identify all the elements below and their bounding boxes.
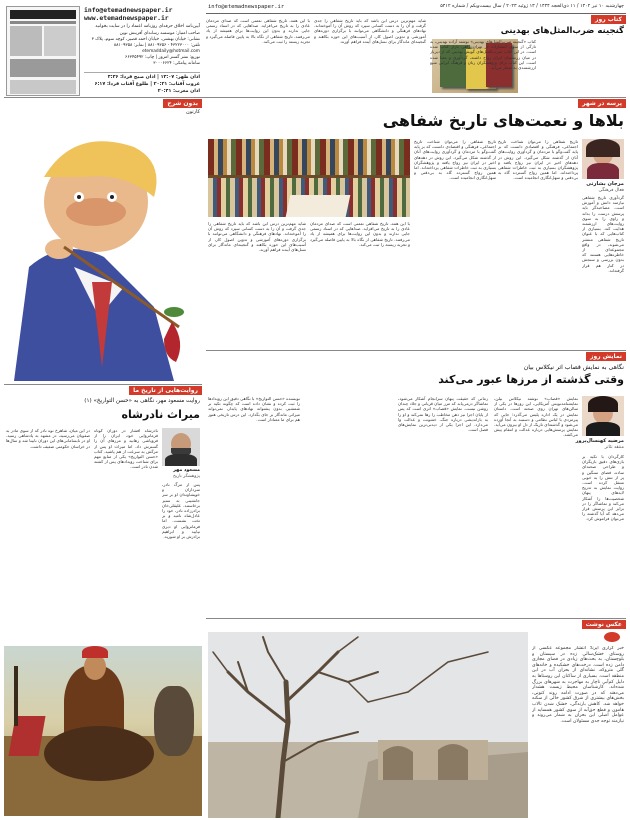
- top-date-bar: [206, 4, 626, 12]
- main-article-col-d: شاید مهم‌ترین درس این باشد که باید تاریخ شفاهی را جدی گرفت و آن را به دست کسانی سپرد که روش آن را آموخته‌اند. نهادهای فرهنگی و دانشگاهی می‌توانند با برگزاری دوره‌های آموزشی و تدوین اصول کار، از آسیب‌های این حوزه بکاهند و گنجینه‌ای ماندگار برای نسل‌های آینده فراهم آورند.: [208, 221, 306, 253]
- cartoon-label: کارتون: [186, 109, 200, 115]
- bookshelf-photo: [208, 139, 410, 217]
- drought-photo: [208, 632, 528, 818]
- credit-line: توزیع: نشر گستر امروز | چاپ: ۶۶۳۴۵۴۹۲: [125, 55, 200, 60]
- photo-section: [206, 620, 626, 818]
- theater-col-d: نویسنده «حسن التواریخ» با نگاهی دقیق این رویدادها را ثبت کرده و نشان داده است که چگونه تکیه بر شمشیر، بدون پشتوانه نهادهای پایدار، نمی‌تواند میراثی ماندگار بر جای بگذارد. این درس تاریخی هنوز هم برای ما معنادار است.: [208, 396, 300, 422]
- main-article-col-c: با این همه، تاریخ شفاهی نعمتی است که صدای مردمان عادی را به تاریخ می‌افزاید. صداهایی که در اسناد رسمی جایی ندارند و بدون این روایت‌ها برای همیشه از یاد می‌رفتند. تاریخ شفاهی از نگاه بالا به پایین فاصله می‌گیرد و تجربه زیسته را ثبت می‌کند.: [310, 221, 410, 247]
- history-title: میراث نادرشاه: [121, 408, 200, 421]
- masthead-tagline: آیین‌نامه اخلاق حرفه‌ای روزنامه اعتماد را در سایت بخوانید: [95, 24, 200, 29]
- credit-line: تلفن: ۴۳۲۲۳۰۰۰ - ۸۸۱۰۹۳۵۶ | نمابر: ۸۸۱۰۹۳۵۸: [113, 43, 200, 48]
- main-article-col-e: تاریخ شفاهی را می‌توان شناخت تاریخ اجتماعی، فرهنگی و اقتصادی دانست که بر پایه گفت‌وگو با مردمان و گردآوری روایت‌های آنان از گذشته شکل می‌گیرد. این روش در دهه‌های اخیر در ایران نیز رواج یافته و پژوهشگران بسیاری به ثبت خاطرات شفاهی پرداخته‌اند. اما همین رواج گسترده گاه به بی‌دقتی و سهل‌انگاری انجامیده است.: [414, 139, 496, 181]
- cartoon-illustration: [4, 117, 202, 381]
- main-article-title: بلاها و نعمت‌های تاریخ شفاهی: [382, 111, 624, 130]
- book-section: [430, 15, 626, 95]
- masthead-credits: [84, 31, 200, 67]
- cartoon-block: [4, 99, 202, 383]
- theater-kicker: نگاهی به نمایش قصاب اثر نیکلاس بیان: [523, 364, 624, 371]
- theater-article: [206, 352, 626, 617]
- masthead-box: [4, 4, 202, 96]
- prayer-line: اذان مغرب: ۲۰:۴۱: [157, 89, 200, 94]
- history-article: [4, 386, 202, 646]
- theater-col-c: زمانی که حقیقت پنهان سرانجام آشکار می‌شود، تماشاگر درمی‌یابد که مرز میان قربانی و جلاد چندان روشن نیست. نمایش «قصاب» اثری است که پس از پایان اجرا نیز ذهن مخاطب را رها نمی‌کند و او را به بازاندیشی درباره جنگ، خشونت و عدالت وا می‌دارد. این اجرا یکی از دیدنی‌ترین نمایش‌های فصل است.: [398, 396, 488, 433]
- prayer-times: [84, 72, 200, 95]
- history-author-role: پژوهشگر تاریخ: [173, 474, 200, 479]
- theater-tag: نمایش روز: [586, 352, 626, 361]
- masthead-email[interactable]: info@etemadnewspaper.ir: [84, 6, 173, 14]
- theater-col-a: نمایش «قصاب» نوشته نیکلاس بیلن، نمایشنامه‌نویس آمریکایی، این روزها در یکی از سالن‌های تهران روی صحنه است. داستان نمایش در یک اداره پلیس می‌گذرد؛ جایی که پیرمردی با لباس نظامی و دستبند به آنجا آورده می‌شود و گذشته‌ای تاریک از دل او بیرون می‌آید. نمایش پرسش‌هایی درباره عدالت و انتقام پیش می‌کشد.: [494, 396, 578, 438]
- book-title: گنجینه ضرب‌المثل‌های بهدینی: [500, 26, 624, 36]
- credit-line: صاحب امتیاز: موسسه رسانه‌ای آفرینش نوین: [119, 31, 200, 36]
- theater-title: وقتی گذشته از مرزها عبور می‌کند: [438, 373, 624, 386]
- main-article-tag: پرسه در شهر: [578, 99, 626, 108]
- credit-line[interactable]: etemaddaily@hotmail.com: [142, 49, 200, 54]
- nader-painting: [4, 646, 202, 816]
- theater-author: مرضیه کهنسال‌پرور: [575, 438, 624, 444]
- main-article: [206, 99, 626, 349]
- book-body: کتاب «گنجینه ضرب‌المثل‌های بهدینی» نوشته آزاده بهدینی، به تازگی از سوی انتشارات در تهران راهی بازار کتاب شده است. در این کتاب ضرب‌المثل‌های گویش بهدینی که از دیرباز در میان زرتشتیان ایران رواج داشته، گردآوری و معنا شده است. این کتاب برای پژوهشگران زبان و فرهنگ ایرانی منبع ارزشمندی به شمار می‌آید.: [430, 39, 536, 71]
- main-article-author: مرجان بشارتی: [586, 181, 624, 187]
- main-article-col-a: تاریخ شفاهی را می‌توان شناخت تاریخ اجتماعی، فرهنگی و اقتصادی دانست که بر پایه گفت‌وگو با مردمان و گردآوری روایت‌های آنان از گذشته شکل می‌گیرد. این روش در دهه‌های اخیر در ایران نیز رواج یافته و پژوهشگران بسیاری به ثبت خاطرات شفاهی پرداخته‌اند. اما همین رواج گسترده گاه به بی‌دقتی و سهل‌انگاری انجامیده است.: [498, 139, 578, 181]
- author-photo: [582, 139, 624, 179]
- theater-col-b: کارگردان با تکیه بر بازی‌های دقیق بازیگران و طراحی صحنه‌ای ساده، فضای سنگین و پر از تنش را به خوبی منتقل کرده است. روایت نمایش به تدریج لایه‌های پنهان شخصیت‌ها را آشکار می‌کند و تماشاگر را در برابر این پرسش قرار می‌دهد که آیا گذشته را می‌توان فراموش کرد.: [582, 454, 624, 522]
- history-kicker: روایت مسعود مهر، نگاهی به «حسن التواریخ» (۱): [84, 398, 200, 404]
- book-body-continued-2: شاید مهم‌ترین درس این باشد که باید تاریخ شفاهی را جدی گرفت و آن را به دست کسانی سپرد که روش آن را آموخته‌اند. نهادهای فرهنگی و دانشگاهی می‌توانند با برگزاری دوره‌های آموزشی و تدوین اصول کار، از آسیب‌های این حوزه بکاهند و گنجینه‌ای ماندگار برای نسل‌های آینده فراهم آورند.: [314, 18, 426, 44]
- history-tag: روایت‌هایی از تاریخ ما: [129, 386, 202, 395]
- photo-tag: عکس نوشت: [582, 620, 626, 629]
- history-col-a: نادرشاه افشار در دوران کوتاه فرمانروایی خود، ایران را از فروپاشی رهانید و مرزهای آن را گسترش داد. اما میراث او پس از مرگش به سرعت از هم پاشید. کتاب «حسن التواریخ» یکی از منابع مهم برای شناخت رویدادهای پس از کشته شدن نادر است.: [94, 428, 158, 470]
- book-tag: کتاب روز: [591, 15, 626, 24]
- top-date-line: چهارشنبه ۱۰ تیر ۱۴۰۲ / ۱۱ ذی‌الحجه ۱۴۴۴ / ۱۳ ژوئیه ۲۰۲۳ / سال بیست‌و‌یکم / شماره ۵۴۱۲: [440, 4, 624, 9]
- theater-author-photo: [582, 396, 624, 436]
- main-article-col-b: گردآوری تاریخ شفاهی نیازمند دانش و آموزش است. مصاحبه‌گر باید پرسش درست را بداند و راوی را به سوی روایت‌های ارزشمند هدایت کند. بسیاری از کتاب‌هایی که با عنوان تاریخ شفاهی منتشر می‌شوند، در واقع مجموعه‌ای از خاطره‌هایی هستند که بدون بررسی و سنجش در کنار هم قرار گرفته‌اند.: [582, 195, 624, 273]
- history-author-photo: [162, 428, 200, 466]
- history-col-c: در این میان، شاهرخ نوه نادر که از سوی مادر به صفویان می‌رسید، در مشهد به پادشاهی رسید. او در نابسامانی‌های این دوران نابینا شد و سال‌ها در خراسان حکومتی ضعیف داشت.: [6, 428, 90, 449]
- masthead-site[interactable]: www.etemadnewspaper.ir: [84, 14, 169, 22]
- top-email[interactable]: info@etemadnewspaper.ir: [208, 4, 285, 10]
- main-article-author-role: فعال فرهنگی: [598, 188, 624, 193]
- prayer-line: اذان ظهر: ۱۳:۰۷ | اذان صبح فردا: ۴:۳۶: [107, 75, 200, 80]
- photo-icon: [604, 632, 620, 642]
- history-author: مسعود مهر: [173, 468, 200, 473]
- credit-line: سامانه پیامکی: ۳۰۰۰۶۶۲۴: [153, 61, 200, 66]
- front-page-thumbnail: [6, 6, 80, 96]
- cartoon-tag: بدون شرح: [163, 99, 202, 108]
- book-body-continued: با این همه، تاریخ شفاهی نعمتی است که صدای مردمان عادی را به تاریخ می‌افزاید. صداهایی که در اسناد رسمی جایی ندارند و بدون این روایت‌ها برای همیشه از یاد می‌رفتند. تاریخ شفاهی از نگاه بالا به پایین فاصله می‌گیرد و تجربه زیسته را ثبت می‌کند.: [206, 18, 310, 44]
- theater-author-role: منتقد تئاتر: [604, 445, 624, 450]
- history-col-b: پس از مرگ نادر، سرداران و خویشاوندان او بر سر جانشینی به ستیز برخاستند. علیقلی‌خان برادرزاده نادر، خود را عادل‌شاه نامید و بر تخت نشست. اما فرمانروایی او دیری نپایید و ابراهیم برادرش بر او شورید.: [162, 482, 200, 540]
- photo-caption: خبر گزاری ایرنا؛ انتشار مجموعه عکسی از روستای خشک‌سالی زده در سیستان و بلوچستان، به بحث‌های زیادی در فضای مجازی دامن زده است. درخت‌های خشکیده و خانه‌های گلی متروکه، نشانه‌ای از بحران آب در این منطقه است. بسیاری از ساکنان این روستاها به دلیل کم‌آبی ناچار به مهاجرت به شهرهای بزرگ شده‌اند. کارشناسان محیط زیست هشدار می‌دهند که در صورت ادامه روند کنونی، بخش‌های بیشتری از شرق کشور خالی از سکنه خواهد شد. کاهش بارندگی، خشک شدن تالاب هامون و قطع حق‌آبه از سوی کشور همسایه از عوامل اصلی این بحران به شمار می‌روند و نیازمند توجه جدی مسئولان است.: [532, 646, 624, 724]
- prayer-line: غروب آفتاب: ۲۰:۲۱ | طلوع آفتاب فردا: ۶:۱۷: [94, 82, 200, 87]
- credit-line: نشانی: خیابان بهشتی، خیابان احمد قصیر، کوچه سوم، پلاک ۳: [91, 37, 200, 42]
